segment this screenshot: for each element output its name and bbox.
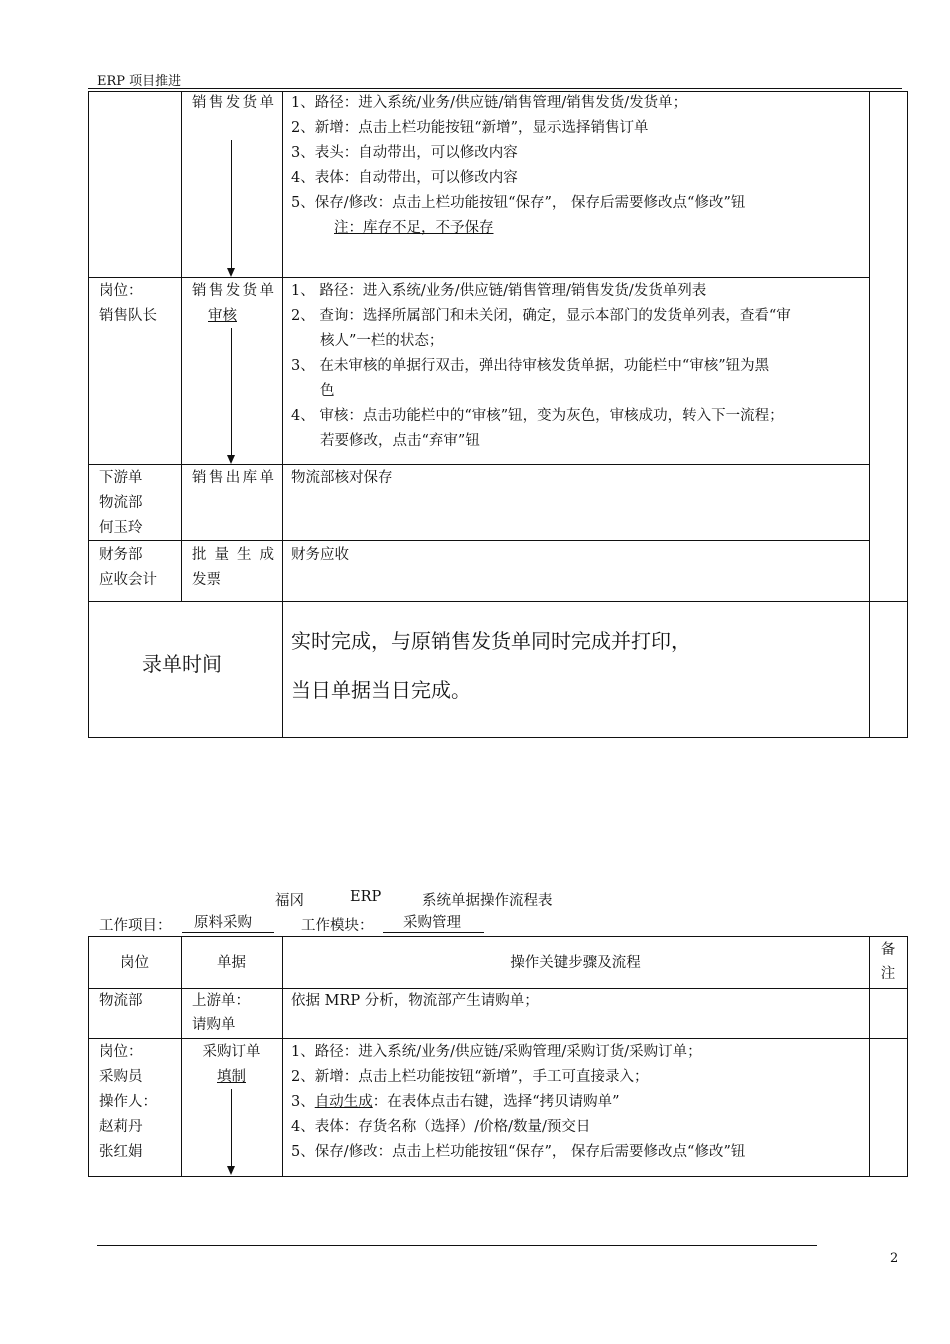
work-module-value: 采购管理 (383, 914, 484, 933)
role-dept: 物流部 (99, 495, 143, 511)
role-label: 岗位： (99, 283, 143, 299)
doc-purchase-order: 采购订单 (202, 1044, 261, 1060)
role-label: 下游单 (99, 470, 143, 486)
step-text: 1、路径：进入系统/业务/供应链/销售管理/销售发货/发货单； (291, 95, 688, 111)
operator-name: 赵莉丹 (99, 1119, 143, 1135)
row-content: 依据 MRP 分析，物流部产生请购单； (291, 993, 539, 1009)
role-label: 岗位： (99, 1044, 143, 1060)
table1-col-divider (181, 91, 182, 601)
table1-row-divider (88, 277, 869, 278)
auto-generate-link: 自动生成 (314, 1094, 373, 1110)
step-text: 4、表体：自动带出，可以修改内容 (291, 170, 518, 186)
row-content: 财务应收 (291, 547, 349, 563)
header-rule (88, 88, 902, 89)
flow-arrow (231, 1089, 232, 1173)
table1-bottom-border (88, 737, 908, 738)
doc-invoice-line2: 发票 (192, 572, 221, 588)
flow-arrow (231, 140, 232, 275)
entry-time-text: 当日单据当日完成。 (291, 678, 471, 702)
flow-arrow (231, 328, 232, 462)
doc-sales-delivery: 销售发货单 (192, 95, 274, 111)
step-text: 核人”一栏的状态； (320, 333, 444, 349)
step-text: 若要修改，点击“弃审”钮 (320, 433, 480, 449)
step-text: 2、新增：点击上栏功能按钮“新增”，手工可直接录入； (291, 1069, 649, 1085)
table1-col-divider (282, 91, 283, 737)
form-title-system: ERP (350, 889, 382, 905)
operator-name: 张红娟 (99, 1144, 143, 1160)
step-text: 5、保存/修改：点击上栏功能按钮“保存”， 保存后需要修改点“修改”钮 (291, 1144, 746, 1160)
role-person: 何玉玲 (99, 520, 143, 536)
step-text (291, 1090, 620, 1115)
col-header-remark: 备 (880, 942, 896, 958)
step-text: 1、路径：进入系统/业务/供应链/采购管理/采购订货/采购订单； (291, 1044, 702, 1060)
step-text: 3、 在未审核的单据行双击，弹出待审核发货单据，功能栏中“审核”钮为黑 (291, 358, 770, 374)
doc-invoice: 批量生成 (192, 547, 274, 563)
step-text: 4、 审核：点击功能栏中的“审核”钮，变为灰色，审核成功，转入下一流程； (291, 408, 784, 424)
work-module-label: 工作模块： (301, 918, 374, 934)
col-header-doc: 单据 (217, 955, 246, 971)
step-text: 3、表头：自动带出，可以修改内容 (291, 145, 518, 161)
step-text: 2、新增：点击上栏功能按钮“新增”，显示选择销售订单 (291, 120, 649, 136)
form-title-text: 系统单据操作流程表 (422, 893, 553, 909)
table2-top-border (88, 936, 908, 937)
step-prefix: 3、 (291, 1094, 315, 1110)
page-number: 2 (890, 1251, 899, 1266)
table2-row-divider (88, 1038, 908, 1039)
table2-bottom-border (88, 1176, 908, 1177)
table1-row-divider (88, 540, 869, 541)
entry-time-label: 录单时间 (142, 652, 222, 676)
role-title: 应收会计 (99, 572, 157, 588)
doc-sales-delivery-audit (192, 279, 274, 304)
work-project-value: 原料采购 (182, 914, 274, 933)
table1-right-border (907, 91, 908, 737)
step-text: 4、表体：存货名称（选择）/价格/数量/预交日 (291, 1119, 591, 1135)
col-header-post: 岗位 (120, 955, 149, 971)
operator-label: 操作人： (99, 1094, 157, 1110)
table1-row-divider (88, 464, 869, 465)
doc-upstream-label: 上游单： (192, 993, 250, 1009)
entry-time-text: 实时完成，与原销售发货单同时完成并打印， (291, 629, 691, 653)
footer-rule (97, 1245, 817, 1246)
role-dept: 财务部 (99, 547, 143, 563)
doc-sales-outbound: 销售出库单 (192, 470, 274, 486)
table2-right-border (907, 936, 908, 1176)
doc-name: 销售发货单 (192, 283, 274, 299)
col-header-ops: 操作关键步骤及流程 (510, 955, 641, 971)
step-text: 5、保存/修改：点击上栏功能按钮“保存”， 保存后需要修改点“修改”钮 (291, 195, 746, 211)
table1-col-divider (869, 91, 870, 737)
role-name: 销售队长 (99, 308, 157, 324)
stock-note: 注：库存不足，不予保存 (334, 220, 494, 236)
running-header: ERP 项目推进 (97, 74, 182, 89)
step-rest: ：在表体点击右键，选择“拷贝请购单” (372, 1094, 620, 1110)
role-dept: 物流部 (99, 993, 143, 1009)
doc-action: 填制 (217, 1069, 246, 1085)
step-text: 色 (320, 383, 335, 399)
col-header-remark: 注 (880, 966, 896, 982)
role-title: 采购员 (99, 1069, 143, 1085)
step-text: 1、 路径：进入系统/业务/供应链/销售管理/销售发货/发货单列表 (291, 283, 707, 299)
step-text: 2、 查询：选择所属部门和未关闭，确定，显示本部门的发货单列表，查看“审 (291, 308, 791, 324)
doc-action: 审核 (208, 308, 237, 324)
doc-requisition: 请购单 (192, 1017, 236, 1033)
table1-row-divider (88, 601, 908, 602)
form-title-company: 福冈 (275, 893, 304, 909)
row-content: 物流部核对保存 (291, 470, 393, 486)
table1-left-border (88, 91, 89, 737)
work-project-label: 工作项目： (99, 918, 172, 934)
